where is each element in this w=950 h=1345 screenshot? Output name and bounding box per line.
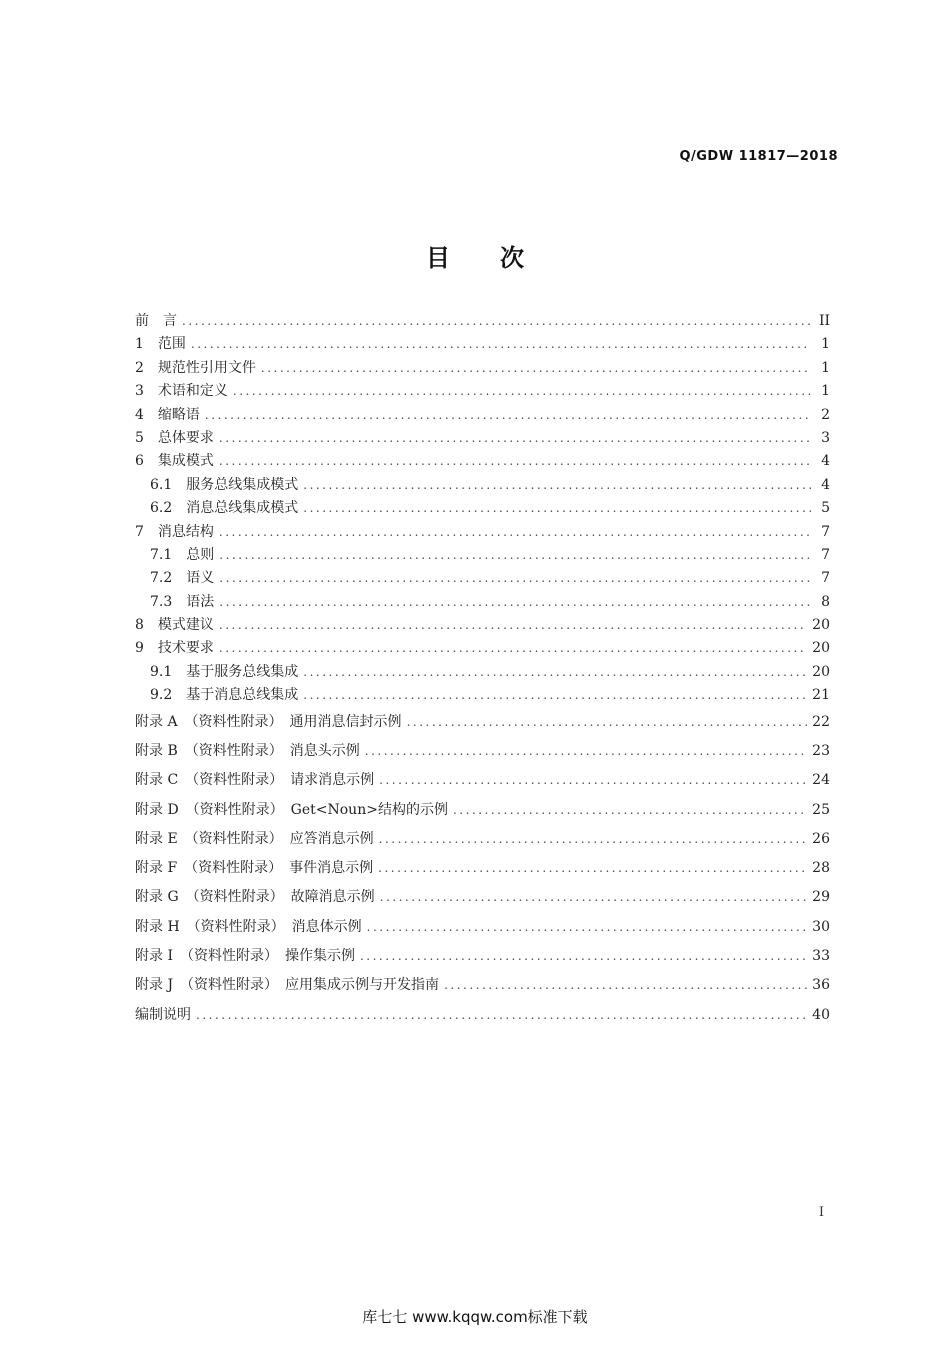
toc-dot-leader	[205, 404, 811, 427]
toc-entry[interactable]	[135, 404, 830, 427]
toc-entry-label: 前 言	[135, 313, 177, 329]
toc-entry[interactable]	[135, 427, 830, 450]
toc-entry[interactable]	[135, 357, 830, 380]
toc-dot-leader	[219, 521, 811, 544]
toc-dot-leader	[365, 737, 807, 766]
toc-entry-label: 7 消息结构	[135, 523, 214, 540]
toc-entry-page: 7	[821, 523, 830, 540]
toc-entry[interactable]	[135, 854, 830, 883]
toc-entry[interactable]	[135, 796, 830, 825]
toc-entry-page: 29	[812, 889, 830, 906]
page-title	[0, 238, 950, 273]
document-code: Q/GDW 11817—2018	[679, 149, 838, 164]
toc-entry[interactable]	[135, 591, 830, 614]
toc-entry-label: 3 术语和定义	[135, 383, 228, 400]
toc-entry-page: 26	[812, 830, 830, 847]
page-number: I	[818, 1205, 824, 1220]
toc-entry-label: 6.2 消息总线集成模式	[150, 500, 299, 517]
toc-entry-page: 20	[812, 617, 830, 634]
toc-dot-leader	[367, 913, 808, 942]
toc-entry-label: 6.1 服务总线集成模式	[150, 476, 299, 493]
toc-entry-label: 8 模式建议	[135, 617, 214, 634]
toc-entry[interactable]	[135, 497, 830, 520]
toc-entry[interactable]	[135, 521, 830, 544]
toc-entry-page: 28	[812, 860, 830, 877]
toc-entry-page: 3	[821, 429, 830, 446]
toc-entry-page: 20	[812, 640, 830, 657]
toc-entry-label: 4 缩略语	[135, 406, 200, 423]
toc-entry[interactable]	[135, 971, 830, 1000]
toc-dot-leader	[219, 544, 811, 567]
toc-dot-leader	[444, 971, 807, 1000]
toc-dot-leader	[360, 942, 807, 971]
toc-entry-page: 25	[812, 801, 830, 818]
toc-dot-leader	[303, 684, 807, 707]
toc-entry[interactable]	[135, 661, 830, 684]
toc-entry-label: 附录 H （资料性附录） 消息体示例	[135, 918, 362, 935]
toc-dot-leader	[303, 474, 811, 497]
toc-entry-label: 9.2 基于消息总线集成	[150, 687, 299, 704]
toc-dot-leader	[191, 333, 811, 356]
toc-entry-label: 6 集成模式	[135, 453, 214, 470]
footer-watermark: 库七七 www.kqqw.com标准下载	[362, 1308, 588, 1326]
toc-entry[interactable]	[135, 766, 830, 795]
table-of-contents	[135, 310, 830, 1030]
toc-entry-page: 40	[812, 1006, 830, 1023]
toc-entry[interactable]	[135, 450, 830, 473]
toc-dot-leader	[182, 310, 811, 333]
toc-entry-page: 36	[812, 977, 830, 994]
toc-entry-label: 7.1 总则	[150, 546, 215, 563]
toc-dot-leader	[303, 661, 807, 684]
toc-entry-page: 5	[821, 500, 830, 517]
toc-entry-label: 附录 D （资料性附录） Get<Noun>结构的示例	[135, 801, 448, 818]
toc-entry-label: 7.3 语法	[150, 593, 215, 610]
toc-dot-leader	[219, 637, 807, 660]
toc-entry-page: II	[818, 313, 830, 329]
toc-entry-label: 5 总体要求	[135, 429, 214, 446]
title-char-left: 目	[426, 244, 450, 272]
toc-entry-page: 1	[821, 359, 830, 376]
toc-entry-label: 附录 I （资料性附录） 操作集示例	[135, 948, 355, 965]
toc-entry-label: 附录 C （资料性附录） 请求消息示例	[135, 772, 375, 789]
toc-entry-page: 23	[812, 742, 830, 759]
toc-entry-label: 编制说明	[135, 1006, 191, 1023]
toc-entry-label: 附录 E （资料性附录） 应答消息示例	[135, 830, 374, 847]
toc-entry[interactable]	[135, 942, 830, 971]
toc-entry-page: 2	[821, 406, 830, 423]
toc-dot-leader	[378, 854, 807, 883]
toc-entry-page: 1	[821, 383, 830, 400]
toc-entry-page: 7	[821, 546, 830, 563]
toc-entry[interactable]	[135, 708, 830, 737]
toc-entry-page: 30	[812, 918, 830, 935]
toc-entry-page: 8	[821, 593, 830, 610]
toc-entry-page: 20	[812, 663, 830, 680]
toc-entry-label: 附录 G （资料性附录） 故障消息示例	[135, 889, 375, 906]
toc-entry-label: 9 技术要求	[135, 640, 214, 657]
toc-entry-page: 21	[812, 687, 830, 704]
toc-dot-leader	[407, 708, 808, 737]
toc-dot-leader	[261, 357, 811, 380]
toc-dot-leader	[219, 614, 807, 637]
toc-entry-label: 1 范围	[135, 336, 186, 353]
toc-dot-leader	[303, 497, 811, 520]
toc-entry[interactable]	[135, 614, 830, 637]
toc-dot-leader	[380, 883, 808, 912]
toc-entry[interactable]	[135, 1001, 830, 1030]
toc-entry[interactable]	[135, 637, 830, 660]
toc-entry-label: 7.2 语义	[150, 570, 215, 587]
toc-dot-leader	[219, 567, 811, 590]
toc-entry-page: 7	[821, 570, 830, 587]
toc-entry-page: 1	[821, 336, 830, 353]
toc-entry[interactable]	[135, 684, 830, 707]
toc-entry-label: 附录 B （资料性附录） 消息头示例	[135, 742, 360, 759]
toc-entry-page: 4	[821, 453, 830, 470]
toc-dot-leader	[453, 796, 807, 825]
toc-entry[interactable]	[135, 544, 830, 567]
toc-entry-page: 24	[812, 772, 830, 789]
toc-entry[interactable]	[135, 825, 830, 854]
toc-entry[interactable]	[135, 883, 830, 912]
toc-entry-page: 33	[812, 948, 830, 965]
toc-entry[interactable]	[135, 380, 830, 403]
toc-dot-leader	[219, 427, 811, 450]
toc-entry[interactable]	[135, 310, 830, 333]
toc-dot-leader	[379, 766, 807, 795]
toc-dot-leader	[379, 825, 808, 854]
toc-entry-label: 附录 F （资料性附录） 事件消息示例	[135, 860, 374, 877]
toc-dot-leader	[233, 380, 811, 403]
toc-dot-leader	[219, 450, 811, 473]
toc-entry[interactable]	[135, 333, 830, 356]
title-char-right: 次	[500, 244, 524, 272]
toc-entry-label: 附录 A （资料性附录） 通用消息信封示例	[135, 713, 402, 730]
toc-entry[interactable]	[135, 567, 830, 590]
toc-entry[interactable]	[135, 913, 830, 942]
toc-entry[interactable]	[135, 737, 830, 766]
toc-dot-leader	[219, 591, 811, 614]
toc-dot-leader	[196, 1001, 807, 1030]
toc-entry[interactable]	[135, 474, 830, 497]
toc-entry-label: 9.1 基于服务总线集成	[150, 663, 299, 680]
toc-entry-label: 附录 J （资料性附录） 应用集成示例与开发指南	[135, 977, 440, 994]
toc-entry-page: 4	[821, 476, 830, 493]
toc-entry-page: 22	[812, 713, 830, 730]
toc-entry-label: 2 规范性引用文件	[135, 359, 256, 376]
